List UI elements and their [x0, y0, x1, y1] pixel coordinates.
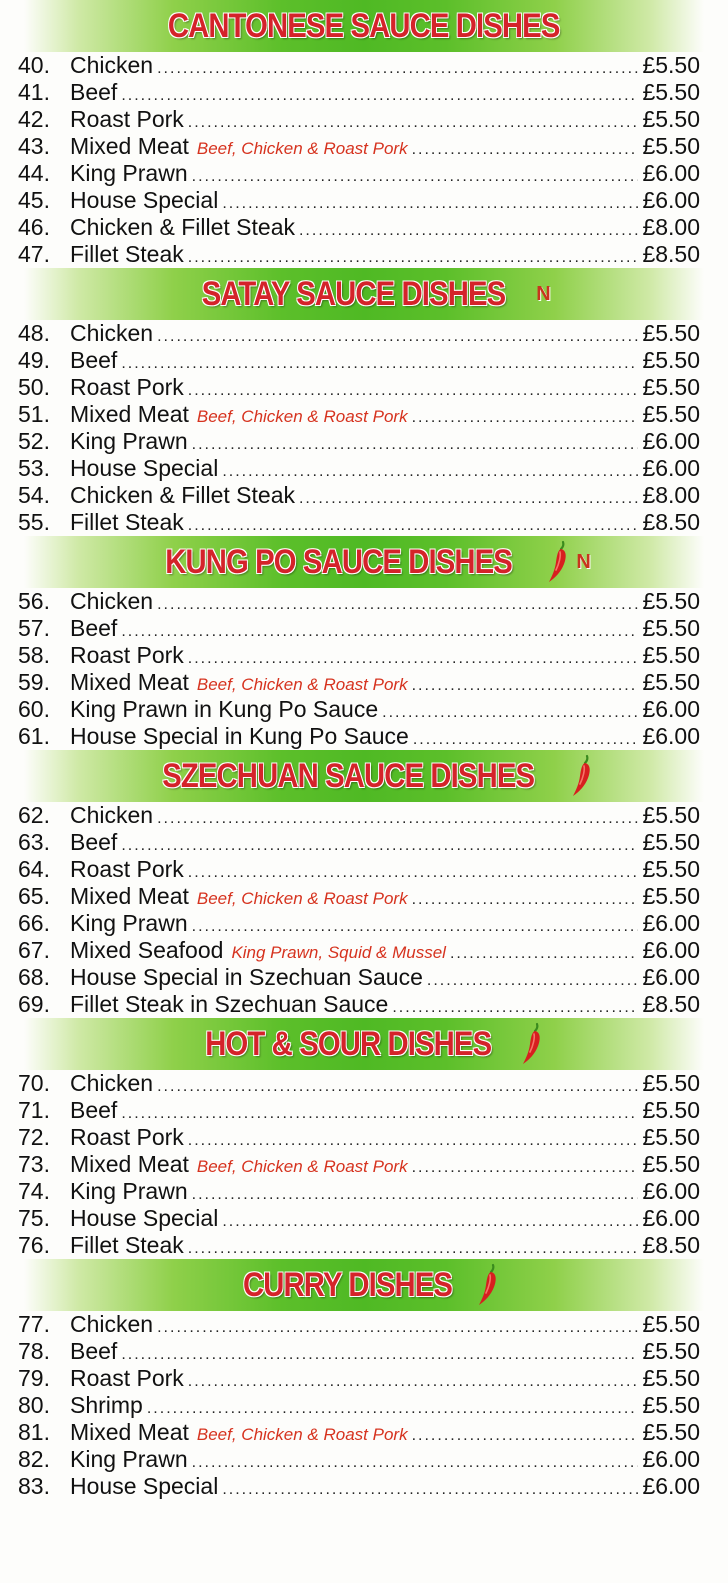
item-price: £8.50: [642, 241, 700, 267]
item-description: Beef, Chicken & Roast Pork: [196, 1425, 408, 1444]
item-name: Roast Pork: [70, 374, 184, 400]
dot-leader: [121, 622, 638, 642]
item-description: King Prawn, Squid & Mussel: [231, 943, 446, 962]
item-number: 70.: [18, 1070, 50, 1096]
item-price: £5.50: [642, 615, 700, 641]
dot-leader: [157, 809, 638, 829]
menu-item: [0, 1338, 728, 1365]
dot-leader: [412, 408, 639, 428]
item-number: 65.: [18, 883, 50, 909]
item-price: £5.50: [642, 79, 700, 105]
menu-item-list: [0, 1070, 728, 1259]
item-name: Shrimp: [70, 1392, 143, 1418]
menu-item: [0, 937, 728, 964]
item-price: £5.50: [642, 1419, 700, 1445]
item-number: 68.: [18, 964, 50, 990]
item-price: £6.00: [642, 964, 700, 990]
item-number: 55.: [18, 509, 50, 535]
item-number: 40.: [18, 52, 50, 78]
item-name: Fillet Steak: [70, 1232, 184, 1258]
chili-icon: [570, 754, 596, 798]
item-number: 82.: [18, 1446, 50, 1472]
dot-leader: [222, 1212, 638, 1232]
menu-section: [0, 1259, 728, 1500]
item-name: Fillet Steak in Szechuan Sauce: [70, 991, 389, 1017]
item-price: £5.50: [642, 642, 700, 668]
menu-item: [0, 1365, 728, 1392]
item-price: £8.00: [642, 214, 700, 240]
dot-leader: [222, 194, 638, 214]
menu-item: [0, 1124, 728, 1151]
menu-item: [0, 1097, 728, 1124]
item-number: 46.: [18, 214, 50, 240]
item-number: 49.: [18, 347, 50, 373]
item-number: 76.: [18, 1232, 50, 1258]
menu-item: [0, 829, 728, 856]
menu-item: [0, 1446, 728, 1473]
section-title: HOT & SOUR DISHES: [205, 1024, 491, 1063]
item-price: £6.00: [642, 187, 700, 213]
item-price: £5.50: [642, 1097, 700, 1123]
dot-leader: [157, 595, 638, 615]
item-name: Mixed Meat: [70, 883, 189, 909]
item-price: £5.50: [642, 802, 700, 828]
menu-item: [0, 214, 728, 241]
item-number: 63.: [18, 829, 50, 855]
item-name: Roast Pork: [70, 1124, 184, 1150]
dot-leader: [188, 248, 639, 268]
menu-item-list: [0, 52, 728, 268]
item-price: £6.00: [642, 1178, 700, 1204]
menu-item: [0, 482, 728, 509]
item-name: Beef: [70, 347, 118, 373]
menu-item: [0, 133, 728, 160]
item-number: 50.: [18, 374, 50, 400]
item-number: 56.: [18, 588, 50, 614]
item-name: Chicken & Fillet Steak: [70, 214, 295, 240]
menu-item: [0, 910, 728, 937]
item-number: 64.: [18, 856, 50, 882]
item-name: Chicken: [70, 802, 154, 828]
item-name: House Special: [70, 455, 219, 481]
dot-leader: [299, 221, 638, 241]
menu-item: [0, 856, 728, 883]
item-number: 48.: [18, 320, 50, 346]
dot-leader: [450, 944, 639, 964]
section-markers: [476, 1263, 502, 1307]
dot-leader: [412, 1158, 639, 1178]
item-name: Roast Pork: [70, 106, 184, 132]
item-name: House Special: [70, 1473, 219, 1499]
item-price: £6.00: [642, 1205, 700, 1231]
dot-leader: [157, 327, 638, 347]
dot-leader: [413, 730, 639, 750]
dot-leader: [299, 489, 638, 509]
item-description: Beef, Chicken & Roast Pork: [196, 675, 408, 694]
item-price: £5.50: [642, 347, 700, 373]
item-price: £5.50: [642, 133, 700, 159]
menu-item: [0, 106, 728, 133]
menu-item-list: [0, 802, 728, 1018]
section-markers: [546, 540, 590, 584]
dot-leader: [192, 167, 639, 187]
item-price: £6.00: [642, 428, 700, 454]
menu-item: [0, 187, 728, 214]
menu-item: [0, 1151, 728, 1178]
section-title: CANTONESE SAUCE DISHES: [168, 6, 560, 45]
menu-item-list: [0, 588, 728, 750]
chili-icon: [476, 1263, 502, 1307]
menu-item: [0, 588, 728, 615]
item-number: 43.: [18, 133, 50, 159]
item-name: Mixed Meat: [70, 1151, 189, 1177]
item-price: £5.50: [642, 829, 700, 855]
dot-leader: [192, 435, 639, 455]
dot-leader: [188, 516, 639, 536]
item-number: 83.: [18, 1473, 50, 1499]
dot-leader: [157, 59, 638, 79]
menu-item: [0, 1070, 728, 1097]
item-price: £5.50: [642, 320, 700, 346]
item-name: Mixed Meat: [70, 669, 189, 695]
item-description: Beef, Chicken & Roast Pork: [196, 889, 408, 908]
item-name: Mixed Meat: [70, 401, 189, 427]
item-price: £5.50: [642, 588, 700, 614]
item-number: 54.: [18, 482, 50, 508]
menu-item: [0, 347, 728, 374]
item-name: King Prawn: [70, 428, 188, 454]
item-number: 57.: [18, 615, 50, 641]
item-number: 41.: [18, 79, 50, 105]
dot-leader: [188, 1131, 639, 1151]
menu-item-list: [0, 1311, 728, 1500]
dot-leader: [222, 1480, 638, 1500]
item-number: 79.: [18, 1365, 50, 1391]
item-price: £5.50: [642, 1151, 700, 1177]
menu-item: [0, 79, 728, 106]
menu-item: [0, 401, 728, 428]
section-banner: [24, 1018, 704, 1070]
dot-leader: [121, 1345, 638, 1365]
dot-leader: [121, 1104, 638, 1124]
item-description: Beef, Chicken & Roast Pork: [196, 1157, 408, 1176]
menu-item: [0, 428, 728, 455]
item-description: Beef, Chicken & Roast Pork: [196, 139, 408, 158]
item-price: £6.00: [642, 455, 700, 481]
item-price: £5.50: [642, 856, 700, 882]
item-name: Beef: [70, 79, 118, 105]
section-title: SATAY SAUCE DISHES: [202, 274, 506, 313]
item-number: 78.: [18, 1338, 50, 1364]
dot-leader: [412, 140, 639, 160]
dot-leader: [121, 836, 638, 856]
section-markers: [536, 283, 550, 306]
item-number: 71.: [18, 1097, 50, 1123]
dot-leader: [192, 1185, 639, 1205]
dot-leader: [188, 649, 639, 669]
section-title: CURRY DISHES: [243, 1265, 453, 1304]
item-name: Chicken: [70, 320, 154, 346]
dot-leader: [188, 113, 639, 133]
dot-leader: [392, 998, 638, 1018]
dot-leader: [157, 1077, 638, 1097]
section-title: SZECHUAN SAUCE DISHES: [162, 756, 534, 795]
item-name: King Prawn: [70, 160, 188, 186]
menu-item: [0, 374, 728, 401]
item-number: 73.: [18, 1151, 50, 1177]
nut-warning-icon: N: [536, 282, 551, 305]
menu-item: [0, 241, 728, 268]
item-price: £8.50: [642, 1232, 700, 1258]
item-number: 42.: [18, 106, 50, 132]
dot-leader: [192, 1453, 639, 1473]
item-number: 44.: [18, 160, 50, 186]
item-name: Fillet Steak: [70, 241, 184, 267]
menu-item: [0, 52, 728, 79]
item-price: £8.50: [642, 509, 700, 535]
item-price: £6.00: [642, 696, 700, 722]
item-name: Chicken: [70, 588, 154, 614]
menu-item: [0, 1232, 728, 1259]
item-name: Roast Pork: [70, 856, 184, 882]
item-price: £5.50: [642, 1365, 700, 1391]
item-name: Roast Pork: [70, 642, 184, 668]
item-name: Roast Pork: [70, 1365, 184, 1391]
item-price: £5.50: [642, 883, 700, 909]
item-price: £6.00: [642, 910, 700, 936]
item-price: £5.50: [642, 1070, 700, 1096]
menu-item: [0, 991, 728, 1018]
dot-leader: [427, 971, 639, 991]
dot-leader: [412, 1426, 639, 1446]
item-name: King Prawn: [70, 1178, 188, 1204]
item-number: 47.: [18, 241, 50, 267]
item-name: Beef: [70, 1097, 118, 1123]
menu-item: [0, 1178, 728, 1205]
menu-item: [0, 802, 728, 829]
section-banner: [24, 750, 704, 802]
menu-item: [0, 320, 728, 347]
item-name: House Special: [70, 187, 219, 213]
dot-leader: [412, 676, 639, 696]
dot-leader: [188, 381, 639, 401]
item-name: House Special in Szechuan Sauce: [70, 964, 423, 990]
section-title: KUNG PO SAUCE DISHES: [165, 542, 513, 581]
dot-leader: [121, 86, 638, 106]
item-name: Chicken: [70, 1070, 154, 1096]
item-price: £5.50: [642, 106, 700, 132]
menu-item: [0, 883, 728, 910]
menu-item: [0, 615, 728, 642]
section-banner: [24, 536, 704, 588]
item-number: 62.: [18, 802, 50, 828]
menu-item: [0, 455, 728, 482]
item-number: 72.: [18, 1124, 50, 1150]
item-price: £6.00: [642, 723, 700, 749]
item-number: 53.: [18, 455, 50, 481]
nut-warning-icon: N: [576, 550, 591, 573]
menu-item: [0, 1419, 728, 1446]
section-markers: [570, 754, 596, 798]
item-name: Mixed Meat: [70, 1419, 189, 1445]
item-number: 59.: [18, 669, 50, 695]
item-name: Mixed Seafood: [70, 937, 224, 963]
dot-leader: [412, 890, 639, 910]
menu-item: [0, 1311, 728, 1338]
dot-leader: [382, 703, 638, 723]
item-name: King Prawn: [70, 1446, 188, 1472]
chili-icon: [546, 540, 572, 584]
item-price: £5.50: [642, 1392, 700, 1418]
dot-leader: [121, 354, 638, 374]
item-number: 69.: [18, 991, 50, 1017]
item-number: 81.: [18, 1419, 50, 1445]
item-name: King Prawn in Kung Po Sauce: [70, 696, 379, 722]
dot-leader: [222, 462, 638, 482]
dot-leader: [188, 1372, 639, 1392]
item-name: Beef: [70, 829, 118, 855]
dot-leader: [147, 1399, 639, 1419]
menu-item: [0, 642, 728, 669]
menu-section: [0, 268, 728, 536]
menu-item: [0, 669, 728, 696]
item-price: £5.50: [642, 1338, 700, 1364]
menu-item-list: [0, 320, 728, 536]
menu-section: [0, 1018, 728, 1259]
item-number: 77.: [18, 1311, 50, 1337]
chili-icon: [520, 1022, 546, 1066]
item-number: 61.: [18, 723, 50, 749]
menu-section: [0, 750, 728, 1018]
item-number: 51.: [18, 401, 50, 427]
item-price: £5.50: [642, 669, 700, 695]
item-price: £6.00: [642, 1473, 700, 1499]
item-name: Chicken: [70, 52, 154, 78]
section-banner: [24, 1259, 704, 1311]
item-number: 45.: [18, 187, 50, 213]
menu-section: [0, 536, 728, 750]
menu-item: [0, 1205, 728, 1232]
item-name: Chicken & Fillet Steak: [70, 482, 295, 508]
menu-section: [0, 0, 728, 268]
item-number: 66.: [18, 910, 50, 936]
menu-item: [0, 964, 728, 991]
item-number: 60.: [18, 696, 50, 722]
dot-leader: [192, 917, 639, 937]
item-name: Beef: [70, 615, 118, 641]
item-number: 75.: [18, 1205, 50, 1231]
section-banner: [24, 0, 704, 52]
dot-leader: [188, 863, 639, 883]
section-banner: [24, 268, 704, 320]
section-markers: [520, 1022, 546, 1066]
item-number: 67.: [18, 937, 50, 963]
menu-item: [0, 1473, 728, 1500]
menu-item: [0, 696, 728, 723]
item-name: Fillet Steak: [70, 509, 184, 535]
item-number: 52.: [18, 428, 50, 454]
item-name: House Special: [70, 1205, 219, 1231]
item-number: 74.: [18, 1178, 50, 1204]
item-name: Beef: [70, 1338, 118, 1364]
menu-item: [0, 160, 728, 187]
item-price: £8.50: [642, 991, 700, 1017]
item-number: 80.: [18, 1392, 50, 1418]
dot-leader: [188, 1239, 639, 1259]
item-price: £5.50: [642, 52, 700, 78]
item-price: £8.00: [642, 482, 700, 508]
item-price: £5.50: [642, 1311, 700, 1337]
dot-leader: [157, 1318, 638, 1338]
item-number: 58.: [18, 642, 50, 668]
item-name: King Prawn: [70, 910, 188, 936]
item-price: £6.00: [642, 937, 700, 963]
item-price: £5.50: [642, 374, 700, 400]
item-description: Beef, Chicken & Roast Pork: [196, 407, 408, 426]
item-price: £6.00: [642, 1446, 700, 1472]
item-name: Mixed Meat: [70, 133, 189, 159]
item-name: House Special in Kung Po Sauce: [70, 723, 409, 749]
item-name: Chicken: [70, 1311, 154, 1337]
menu-item: [0, 723, 728, 750]
menu-item: [0, 1392, 728, 1419]
item-price: £6.00: [642, 160, 700, 186]
item-price: £5.50: [642, 1124, 700, 1150]
item-price: £5.50: [642, 401, 700, 427]
menu-item: [0, 509, 728, 536]
